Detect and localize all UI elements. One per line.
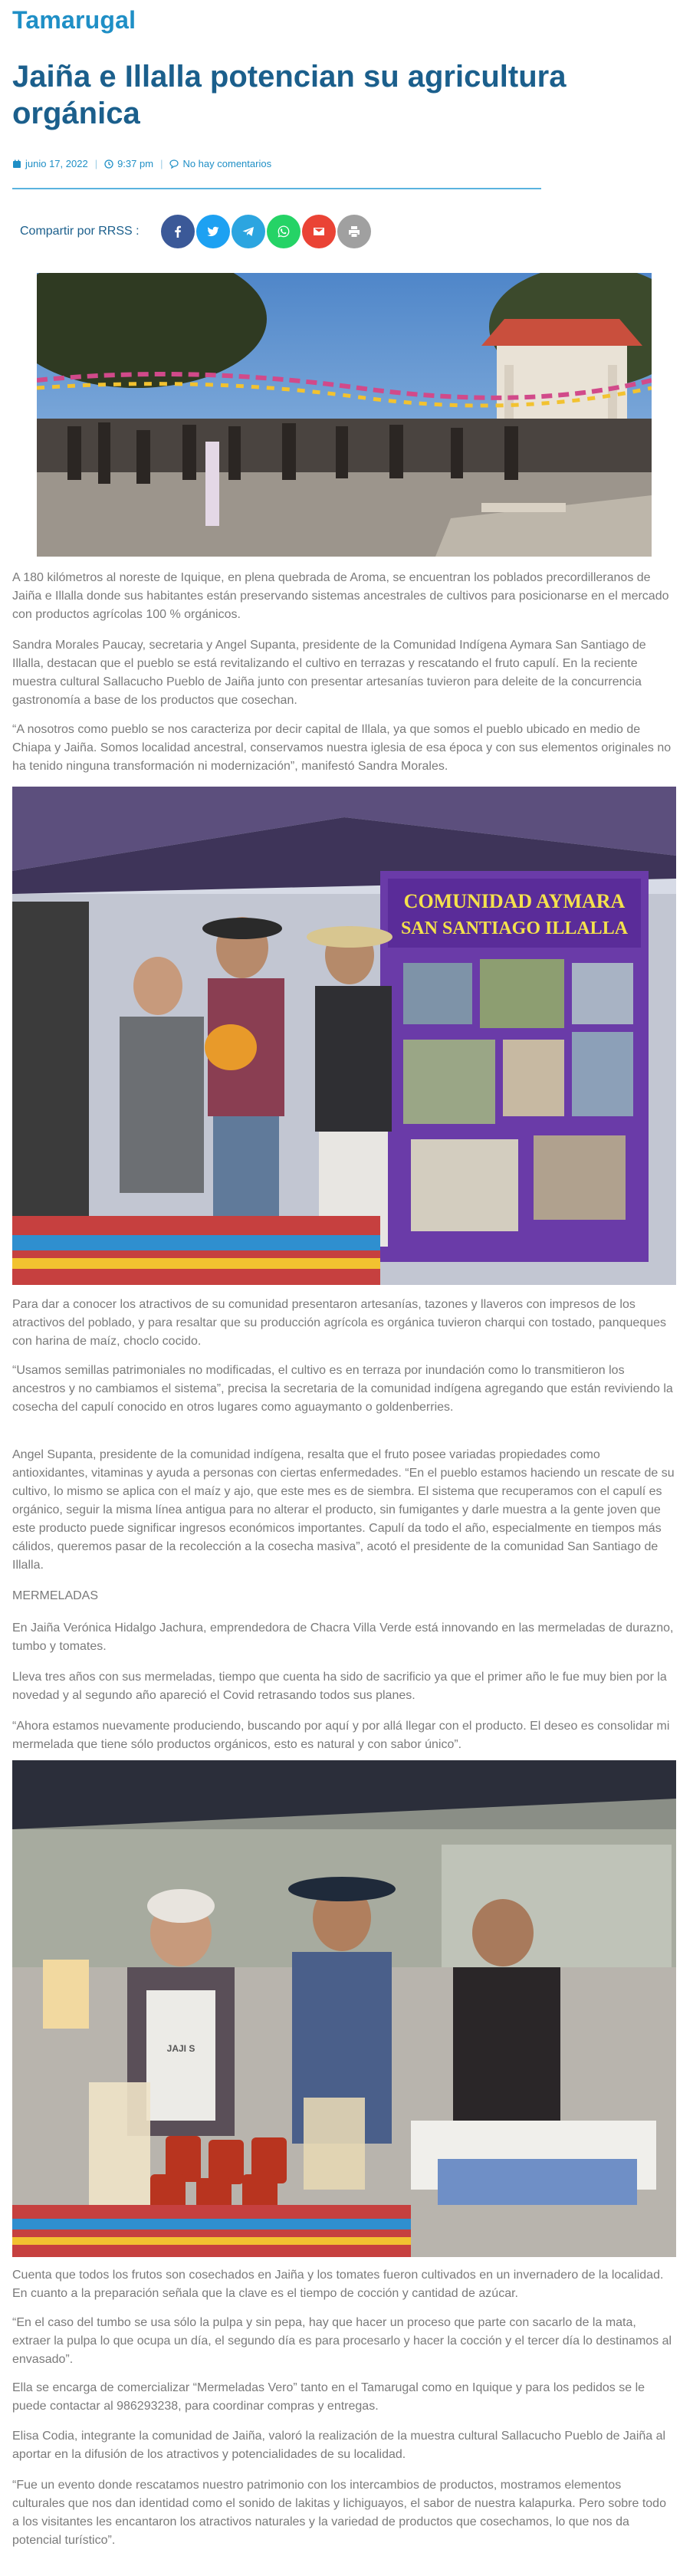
post-time-text: 9:37 pm [117, 158, 154, 169]
post-comments-text: No hay comentarios [182, 158, 272, 169]
title-divider [12, 188, 541, 189]
share-bar [20, 215, 373, 248]
printer-icon [347, 225, 361, 238]
meta-separator: | [160, 158, 163, 169]
twitter-share-button[interactable] [196, 215, 230, 248]
telegram-share-button[interactable] [232, 215, 265, 248]
paragraph: En Jaiña Verónica Hidalgo Jachura, emprendedora de Chacra Villa Verde está innovando en las mermeladas de durazno, tumbo y tomates. [12, 1622, 674, 1653]
sign-line-2: SAN SANTIAGO ILLALLA [400, 918, 629, 938]
paragraph: A 180 kilómetros al noreste de Iquique, en plena quebrada de Aroma, se encuentran los poblados precordilleranos de Jaiña e Illalla donde sus habitantes están preservando sistemas ancestrales de cultivos para posicionarse en el mercado con productos agrícolas 100 % orgánicos. [12, 571, 669, 621]
comment-icon [169, 159, 179, 169]
calendar-icon [12, 159, 21, 169]
paragraph: Angel Supanta, presidente de la comunidad indígena, resalta que el fruto posee variadas propiedades como antioxidantes, vitaminas y ayuda a personas con ciertas enfermedades. “En el pueblo estamos haciendo un rescate de su cultivo, lo mismo se aplica con el maíz y ajo, que este mes es de siembra. El sistema que recuperamos con el capulí es orgánico, seguir la misma línea antigua para no alterar el producto, sin fumigantes y darle muestra a la gente joven que este producto puede significar ingresos económicos importantes. Capulí da todo el año, especialmente en tiempos más cálidos, queremos pasar de la recolección a la cosecha masiva”, acotó el presidente de la comunidad San Santiago de Illalla. [12, 1448, 675, 1572]
facebook-icon [171, 225, 185, 238]
article-photo-plaza [37, 273, 652, 557]
section-heading: MERMELADAS [12, 1589, 99, 1602]
paragraph: Ella se encarga de comercializar “Mermeladas Vero” tanto en el Tamarugal como en Iquique y para los pedidos se le puede contactar al 986293238, para coordinar compras y entregas. [12, 2381, 645, 2413]
paragraph: Cuenta que todos los frutos son cosechados en Jaiña y los tomates fueron cultivados en un invernadero de la localidad. En cuanto a la preparación señala que la clave es el tiempo de cocción y cantidad de azúcar. [12, 2269, 664, 2300]
site-name[interactable]: Tamarugal [12, 6, 136, 34]
facebook-share-button[interactable] [161, 215, 195, 248]
paragraph: “A nosotros como pueblo se nos caracteriza por decir capital de Illala, ya que somos el pueblo ubicado en medio de Chiapa y Jaiña. Somos localidad ancestral, conservamos nuestra iglesia de esa época y con sus elementos originales no ha tenido ninguna transformación ni modernización”, manifestó Sandra Morales. [12, 723, 672, 773]
apron-text: JAJI S [166, 2043, 195, 2054]
article-photo-jam-stand [12, 1760, 676, 2257]
paragraph: “Ahora estamos nuevamente produciendo, buscando por aquí y por allá llegar con el producto. El deseo es consolidar mi mermelada que tiene sólo productos orgánicos, esto es natural y con sabor único”. [12, 1720, 670, 1751]
post-date[interactable] [12, 158, 88, 169]
jam-stand-scene [12, 1760, 676, 2257]
community-stand-scene [12, 787, 676, 1285]
article-photo-community-stand [12, 787, 676, 1285]
paragraph: Sandra Morales Paucay, secretaria y Angel Supanta, presidente de la Comunidad Indígena Aymara San Santiago de Illalla, destacan que el pueblo se está revitalizando el cultivo en terrazas y rescatando el fruto capulí. En la reciente muestra cultural Sallacucho Pueblo de Jaiña junto con presentar artesanías tuvieron para deleite de la concurrencia gastronomía a base de los productos que cosechan. [12, 639, 646, 707]
paragraph: “Usamos semillas patrimoniales no modificadas, el cultivo es en terraza por inundación como lo transmitieron los ancestros y no cambiamos el sistema”, precisa la secretaria de la comunidad indígena agregando que están reviviendo la cosecha del capulí conocido en otros lugares como aguaymanto o goldenberries. [12, 1364, 673, 1414]
meta-separator: | [94, 158, 98, 169]
clock-icon [104, 159, 113, 169]
article-title: Jaiña e Illalla potencian su agricultura orgánica [12, 60, 567, 130]
paragraph: “En el caso del tumbo se usa sólo la pulpa y sin pepa, hay que hacer un proceso que parte con sacarlo de la mata, extraer la pulpa lo que ocupa un día, el segundo día es para procesarlo y hacer la cocción y el tercer día lo destinamos al envasado”. [12, 2316, 672, 2366]
twitter-icon [206, 225, 220, 238]
print-share-button[interactable] [337, 215, 371, 248]
sign-line-1: COMUNIDAD AYMARA [403, 890, 626, 912]
whatsapp-share-button[interactable] [267, 215, 301, 248]
telegram-icon [241, 225, 255, 238]
paragraph: “Fue un evento donde rescatamos nuestro patrimonio con los intercambios de productos, mostramos elementos culturales que nos dan identidad como el sonido de lakitas y lichiguayos, el sabor de nuestra kalapurka. Pero sobre todo a los visitantes les encantaron los atractivos naturales y la variedad de productos que cosechamos, lo que nos da potencial turístico”. [12, 2479, 666, 2547]
post-comments[interactable] [169, 158, 271, 169]
plaza-photo-scene [37, 273, 652, 557]
envelope-icon [312, 225, 326, 238]
share-label: Compartir por RRSS : [20, 225, 140, 238]
article-meta [12, 158, 271, 169]
post-time [104, 158, 153, 169]
post-date-text: junio 17, 2022 [25, 158, 88, 169]
paragraph: Para dar a conocer los atractivos de su comunidad presentaron artesanías, tazones y llaveros con impresos de los atractivos del poblado, y para resaltar que su producción agrícola es orgánica tuvieron charqui con tostado, panqueques con harina de maíz, choclo cocido. [12, 1298, 666, 1348]
paragraph: Lleva tres años con sus mermeladas, tiempo que cuenta ha sido de sacrificio ya que el primer año le fue muy bien por la novedad y al segundo año apareció el Covid retrasando todos sus planes. [12, 1671, 667, 1702]
paragraph: Elisa Codia, integrante la comunidad de Jaiña, valoró la realización de la muestra cultural Sallacucho Pueblo de Jaiña al aportar en la difusión de los atractivos y potencialidades de su localidad. [12, 2430, 666, 2461]
email-share-button[interactable] [302, 215, 336, 248]
whatsapp-icon [277, 225, 291, 238]
